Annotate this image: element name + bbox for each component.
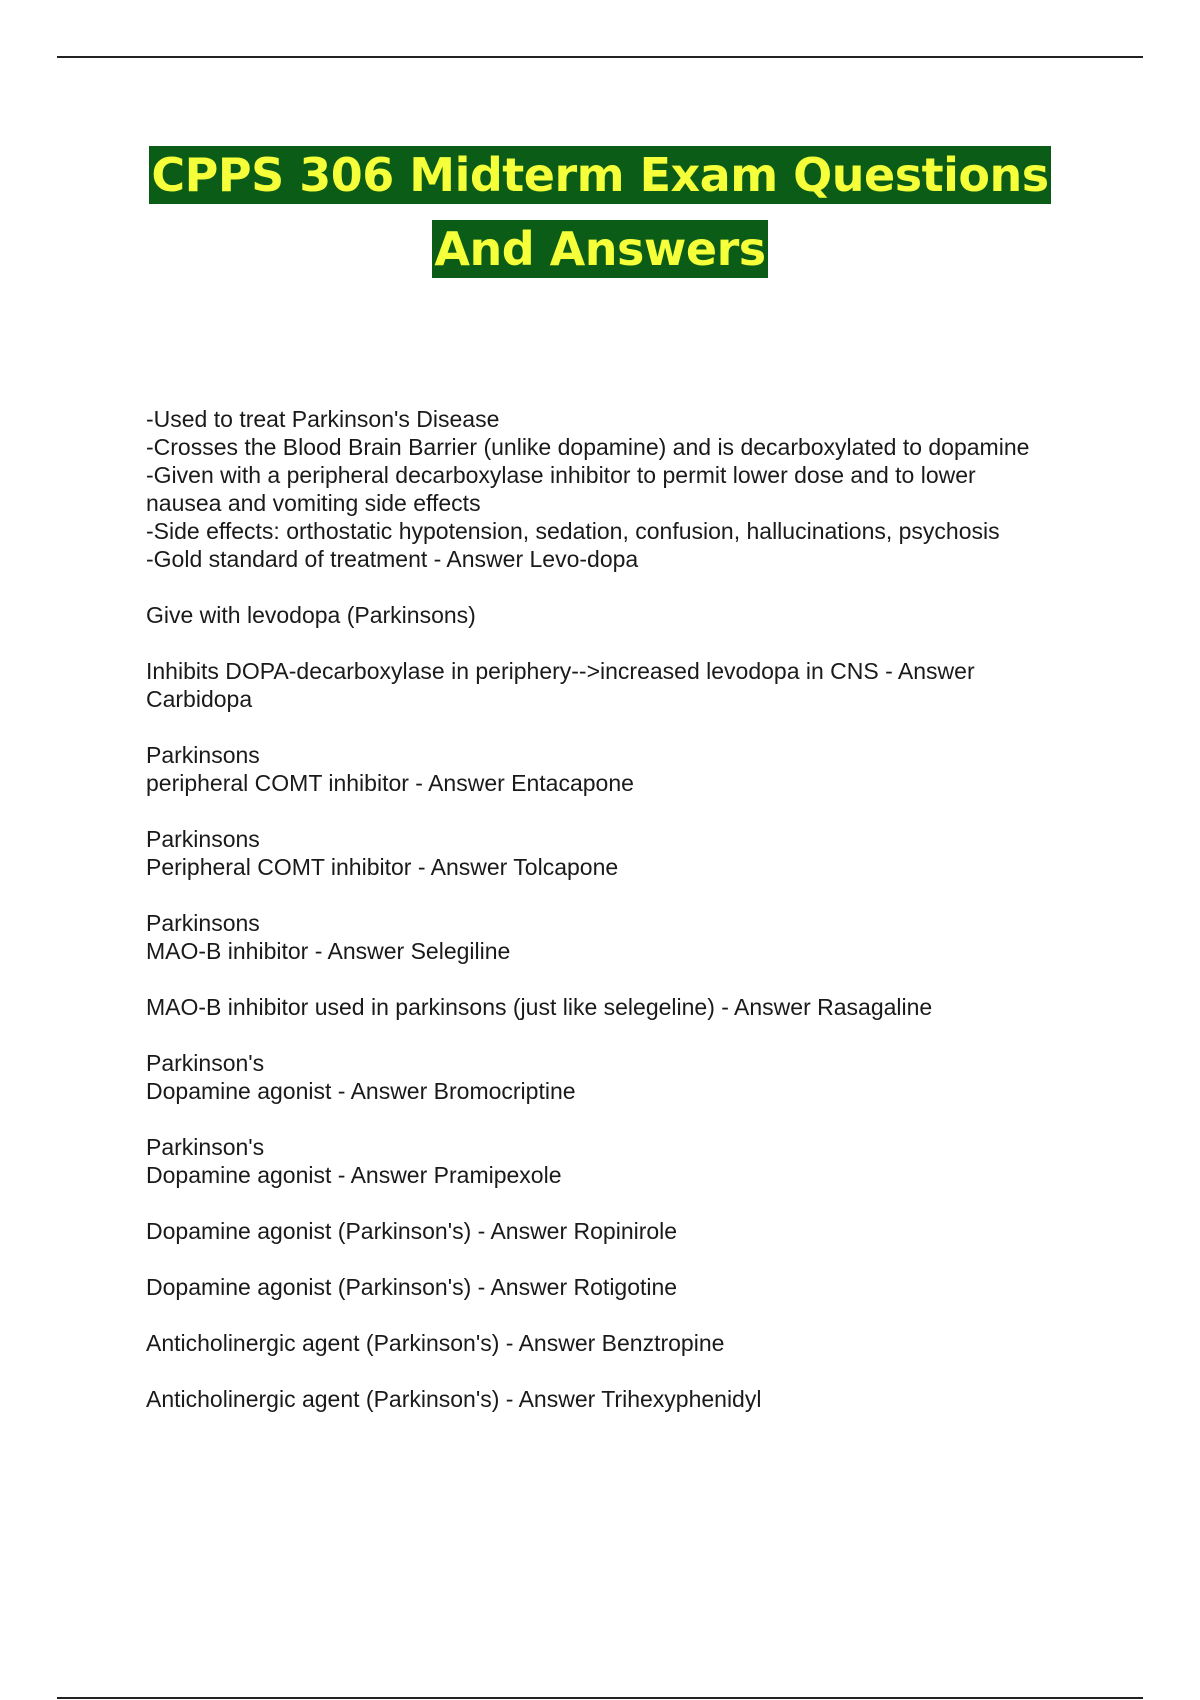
bottom-rule: [57, 1697, 1143, 1699]
title-line-2: And Answers: [434, 222, 766, 276]
qa-line: -Crosses the Blood Brain Barrier (unlike dopamine) and is decarboxylated to dopamine: [146, 434, 1030, 460]
qa-item: [146, 741, 1146, 797]
qa-line: Peripheral COMT inhibitor - Answer Tolcapone: [146, 854, 619, 880]
qa-line: Dopamine agonist - Answer Pramipexole: [146, 1162, 562, 1188]
qa-item: [146, 405, 1146, 573]
qa-item: [146, 909, 1146, 965]
qa-item: [146, 993, 1146, 1021]
qa-item: [146, 1049, 1146, 1105]
document-title: [0, 144, 1200, 292]
qa-line: Dopamine agonist (Parkinson's) - Answer Rotigotine: [146, 1274, 678, 1300]
qa-line: peripheral COMT inhibitor - Answer Entacapone: [146, 770, 634, 796]
qa-list: [146, 405, 1146, 1441]
qa-item: [146, 825, 1146, 881]
qa-line: Parkinsons: [146, 910, 260, 936]
qa-line: -Given with a peripheral decarboxylase inhibitor to permit lower dose and to lower: [146, 462, 976, 488]
qa-line: -Side effects: orthostatic hypotension, sedation, confusion, hallucinations, psychosis: [146, 518, 1000, 544]
qa-line: Parkinsons: [146, 826, 260, 852]
qa-line: MAO-B inhibitor - Answer Selegiline: [146, 938, 511, 964]
qa-line: Parkinson's: [146, 1050, 265, 1076]
qa-item: [146, 1133, 1146, 1189]
qa-line: Carbidopa: [146, 686, 253, 712]
qa-line: MAO-B inhibitor used in parkinsons (just like selegeline) - Answer Rasagaline: [146, 994, 933, 1020]
qa-item: [146, 1329, 1146, 1357]
qa-line: Inhibits DOPA-decarboxylase in periphery-->increased levodopa in CNS - Answer: [146, 658, 975, 684]
qa-line: Anticholinergic agent (Parkinson's) - Answer Benztropine: [146, 1330, 725, 1356]
qa-line: Dopamine agonist (Parkinson's) - Answer Ropinirole: [146, 1218, 678, 1244]
qa-line: Dopamine agonist - Answer Bromocriptine: [146, 1078, 576, 1104]
qa-item: [146, 1385, 1146, 1413]
qa-line: -Used to treat Parkinson's Disease: [146, 406, 500, 432]
qa-line: Parkinsons: [146, 742, 260, 768]
qa-item: [146, 601, 1146, 629]
qa-line: Parkinson's: [146, 1134, 265, 1160]
qa-item: [146, 1273, 1146, 1301]
qa-item: [146, 1217, 1146, 1245]
qa-line: Anticholinergic agent (Parkinson's) - Answer Trihexyphenidyl: [146, 1386, 762, 1412]
qa-line: -Gold standard of treatment - Answer Levo-dopa: [146, 546, 639, 572]
title-line-1: CPPS 306 Midterm Exam Questions: [151, 148, 1049, 202]
qa-line: nausea and vomiting side effects: [146, 490, 481, 516]
qa-line: Give with levodopa (Parkinsons): [146, 602, 476, 628]
qa-item: [146, 657, 1146, 713]
top-rule: [57, 56, 1143, 58]
